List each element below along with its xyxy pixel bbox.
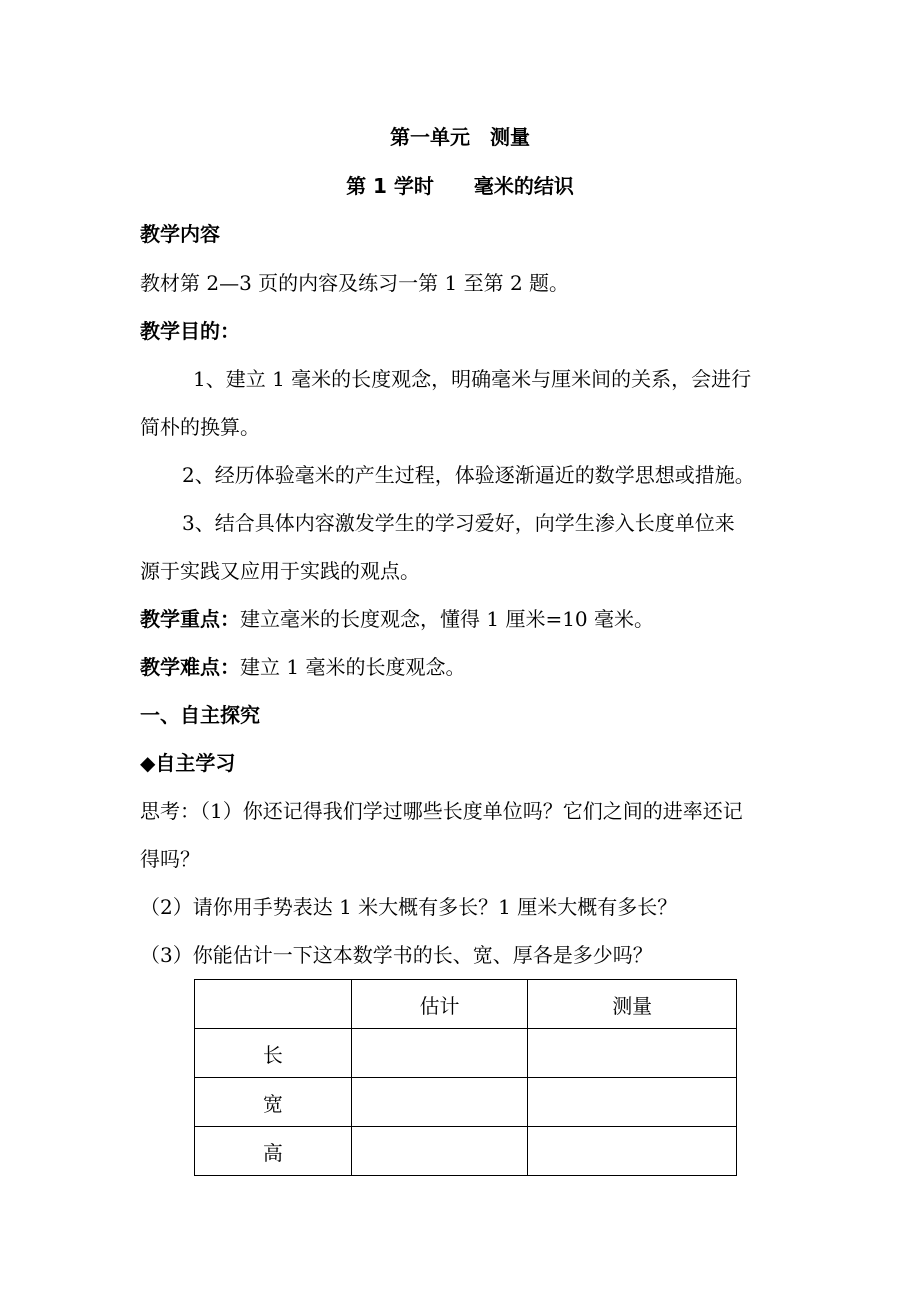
table-row [195, 1078, 737, 1127]
question-3: （3）你能估计一下这本数学书的长、宽、厚各是多少吗？ [140, 943, 653, 967]
question-1-line-2: 得吗？ [140, 847, 200, 871]
key-point-label: 教学重点： [140, 607, 240, 631]
table-header-cell: 估计 [351, 980, 528, 1029]
table-row [195, 1127, 737, 1176]
unit-title: 第一单元 测量 [390, 125, 530, 149]
table-header-row [195, 980, 737, 1029]
content-label: 教学内容 [140, 222, 220, 246]
objective-2: 2、经历体验毫米的产生过程，体验逐渐逼近的数学思想或措施。 [182, 463, 755, 487]
measurement-table [194, 979, 737, 1176]
objective-3-line-1: 3、结合具体内容激发学生的学习爱好，向学生渗入长度单位来 [182, 511, 735, 535]
table-header-cell: 测量 [528, 980, 737, 1029]
table-cell [528, 1029, 737, 1078]
table-cell: 长 [195, 1029, 352, 1078]
table-header-cell [195, 980, 352, 1029]
content-text: 教材第 2—3 页的内容及练习一第 1 至第 2 题。 [140, 271, 570, 295]
table-cell: 宽 [195, 1078, 352, 1127]
difficulty [140, 655, 465, 679]
question-2: （2）请你用手势表达 1 米大概有多长？1 厘米大概有多长？ [140, 895, 678, 919]
table-cell [528, 1078, 737, 1127]
objective-1-line-2: 简朴的换算。 [140, 415, 260, 439]
table-cell [351, 1078, 528, 1127]
table-cell [528, 1127, 737, 1176]
table-cell [351, 1127, 528, 1176]
difficulty-label: 教学难点： [140, 655, 240, 679]
lesson-title: 第 1 学时 毫米的结识 [346, 174, 574, 198]
table-cell: 高 [195, 1127, 352, 1176]
objective-3-line-2: 源于实践又应用于实践的观点。 [140, 559, 420, 583]
objectives-label: 教学目的： [140, 319, 240, 343]
section-title: 一、自主探究 [140, 703, 260, 727]
key-point-text: 建立毫米的长度观念，懂得 1 厘米=10 毫米。 [240, 607, 655, 631]
objective-1-line-1: 1、建立 1 毫米的长度观念，明确毫米与厘米间的关系，会进行 [193, 367, 752, 391]
question-1-line-1: 思考：（1）你还记得我们学过哪些长度单位吗？它们之间的进率还记 [140, 799, 743, 823]
difficulty-text: 建立 1 毫米的长度观念。 [240, 655, 466, 679]
key-point [140, 607, 654, 631]
self-study-title: ◆自主学习 [140, 751, 236, 775]
table-cell [351, 1029, 528, 1078]
table-row [195, 1029, 737, 1078]
